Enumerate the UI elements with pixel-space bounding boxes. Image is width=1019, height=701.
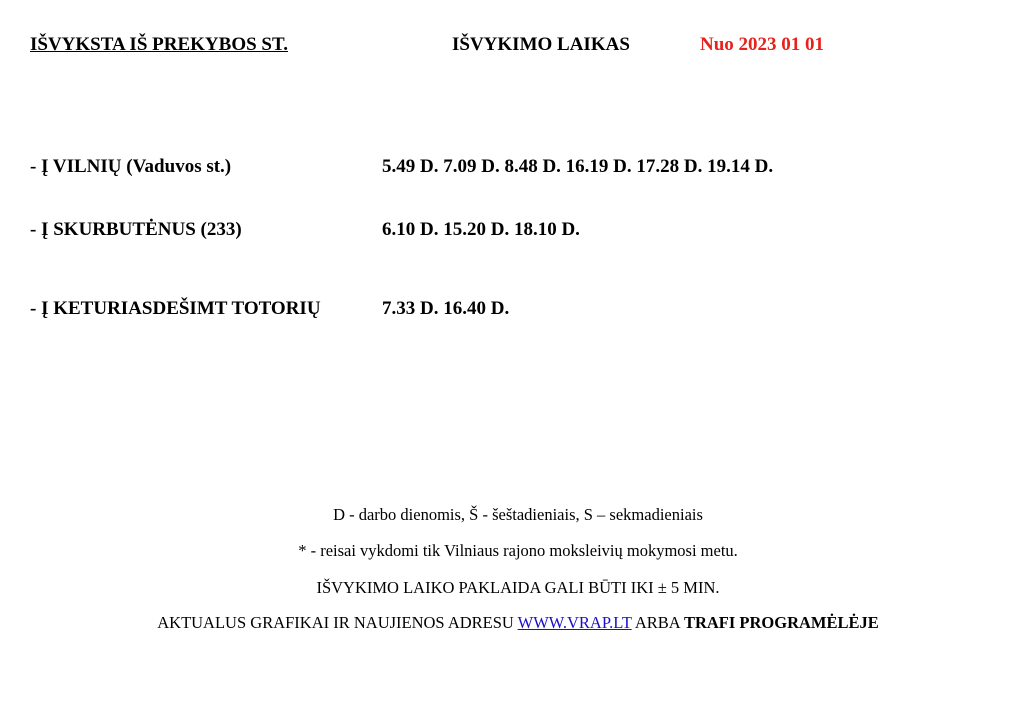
legend-note: D - darbo dienomis, Š - šeštadieniais, S – sekmadieniais	[333, 505, 703, 524]
app-name: TRAFI PROGRAMĖLĖJE	[683, 613, 879, 632]
tolerance-note: IŠVYKIMO LAIKO PAKLAIDA GALI BŪTI IKI ± 5 MIN.	[316, 578, 720, 597]
website-link[interactable]: WWW.VRAP.LT	[517, 613, 632, 632]
route-destination: - Į KETURIASDEŠIMT TOTORIŲ	[30, 298, 321, 319]
route-destination: - Į VILNIŲ (Vaduvos st.)	[30, 156, 232, 177]
route-row	[30, 219, 580, 241]
route-destination: - Į SKURBUTĖNUS (233)	[30, 219, 242, 240]
asterisk-note: * - reisai vykdomi tik Vilniaus rajono moksleivių mokymosi metu.	[298, 541, 738, 560]
info-middle: ARBA	[631, 613, 684, 632]
valid-from-date: Nuo 2023 01 01	[700, 34, 825, 55]
departs-from-heading: IŠVYKSTA IŠ PREKYBOS ST.	[30, 34, 288, 55]
info-prefix: AKTUALUS GRAFIKAI IR NAUJIENOS ADRESU	[157, 613, 518, 632]
route-times: 5.49 D. 7.09 D. 8.48 D. 16.19 D. 17.28 D. 19.14 D.	[382, 156, 774, 177]
route-row	[30, 298, 509, 320]
route-row	[30, 156, 773, 178]
route-times: 6.10 D. 15.20 D. 18.10 D.	[382, 219, 580, 240]
route-times: 7.33 D. 16.40 D.	[382, 298, 510, 319]
info-note	[0, 613, 1019, 633]
departure-time-heading: IŠVYKIMO LAIKAS	[452, 34, 630, 55]
